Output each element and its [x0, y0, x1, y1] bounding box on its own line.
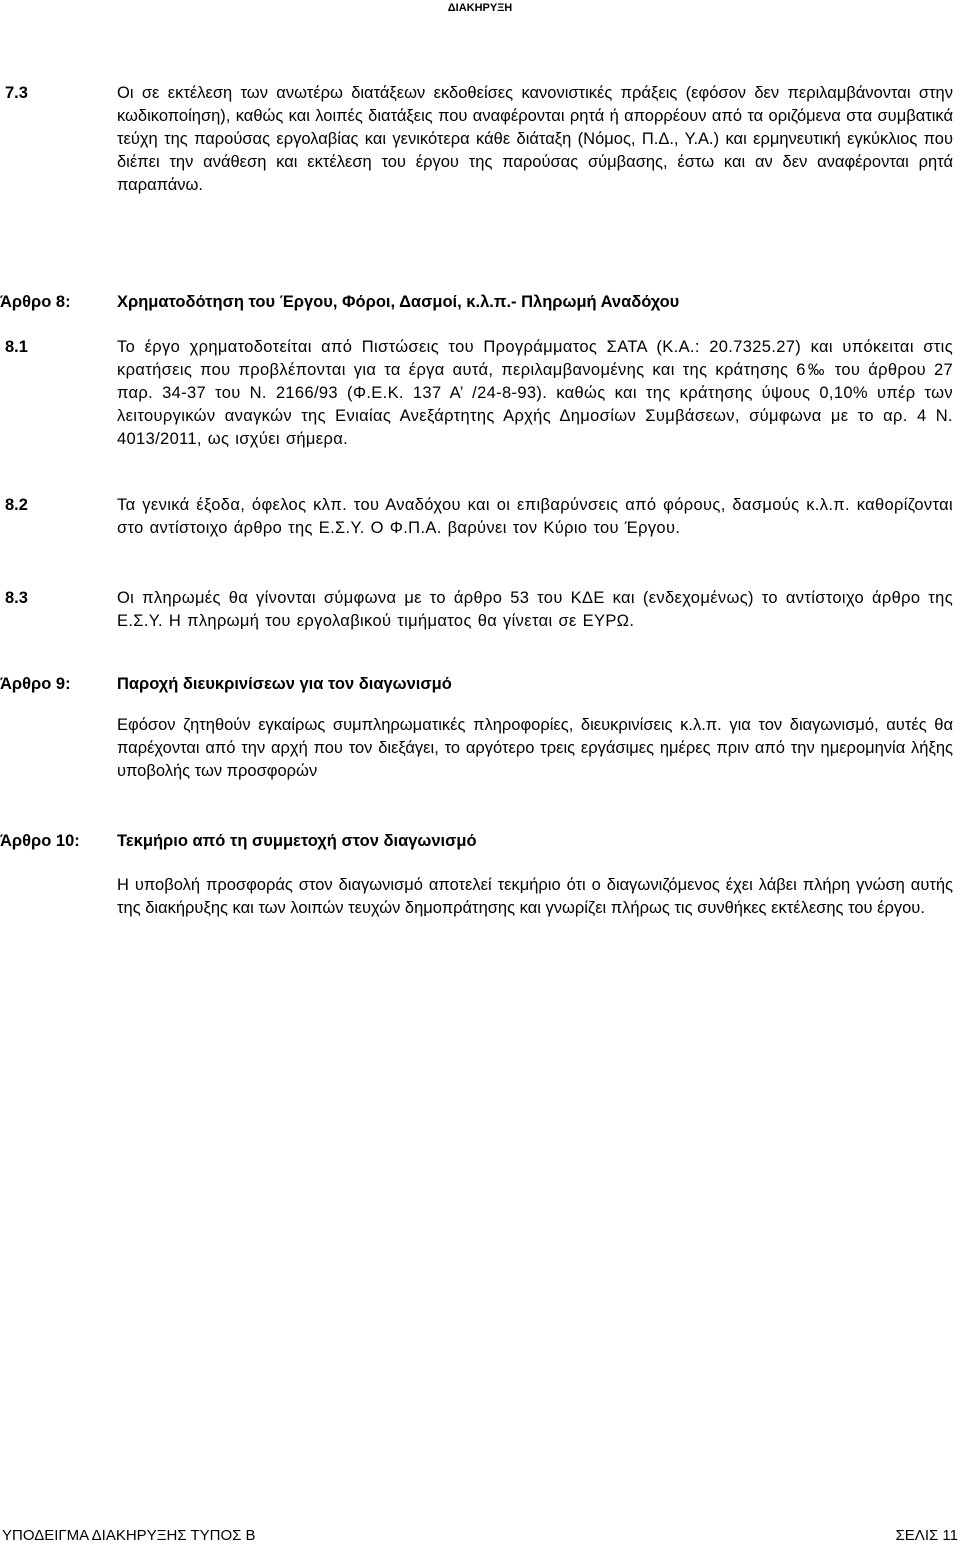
article-10-label: Άρθρο 10: — [0, 832, 80, 850]
section-number: 8.2 — [5, 496, 28, 514]
section-number: 8.3 — [5, 589, 28, 607]
article-8-label: Άρθρο 8: — [0, 293, 71, 311]
footer-document-title: ΥΠΟΔΕΙΓΜΑ ΔΙΑΚΗΡΥΞΗΣ ΤΥΠΟΣ Β — [2, 1527, 256, 1544]
section-number: 7.3 — [5, 84, 28, 102]
section-text: Το έργο χρηματοδοτείται από Πιστώσεις του Προγράμματος ΣΑΤΑ (Κ.Α.: 20.7325.27) και υπόκειται στις κρατήσεις που προβλέπονται για τα έργα αυτά, περιλαμβανομένης και της κράτησης 6‰ του άρθρου 27 παρ. 34-37 του Ν. 2166/93 (Φ.Ε.Κ. 137 Α’ /24-8-93). καθώς και της κράτησης ύψους 0,10% υπέρ των λειτουργικών αναγκών της Ενιαίας Ανεξάρτητης Αρχής Δημοσίων Συμβάσεων, σύμφωνα με το αρ. 4 Ν. 4013/2011, ως ισχύει σήμερα. — [117, 338, 953, 448]
article-9-text: Εφόσον ζητηθούν εγκαίρως συμπληρωματικές πληροφορίες, διευκρινίσεις κ.λ.π. για τον διαγωνισμό, αυτές θα παρέχονται από την αρχή που τον διεξάγει, το αργότερο τρεις εργάσιμες ημέρες πριν από την ημερομηνία λήξης υποβολής των προσφορών — [117, 716, 953, 780]
article-10-text: Η υποβολή προσφοράς στον διαγωνισμό αποτελεί τεκμήριο ότι ο διαγωνιζόμενος έχει λάβει πλήρη γνώση αυτής της διακήρυξης και των λοιπών τευχών δημοπράτησης και γνωρίζει πλήρως τις συνθήκες εκτέλεσης του έργου. — [117, 876, 953, 917]
footer-page-number: ΣΕΛΙΣ 11 — [895, 1527, 958, 1544]
section-number: 8.1 — [5, 338, 28, 356]
article-9-label: Άρθρο 9: — [0, 675, 71, 693]
article-9-title: Παροχή διευκρινίσεων για τον διαγωνισμό — [117, 675, 452, 693]
article-10-title: Τεκμήριο από τη συμμετοχή στον διαγωνισμό — [117, 832, 477, 850]
section-text: Οι σε εκτέλεση των ανωτέρω διατάξεων εκδοθείσες κανονιστικές πράξεις (εφόσον δεν περιλαμβάνονται στην κωδικοποίηση), καθώς και λοιπές διατάξεις που αναφέρονται ρητά ή απορρέουν από τα οριζόμενα στα συμβατικά τεύχη της παρούσας εργολαβίας και γενικότερα κάθε διάταξη (Νόμος, Π.Δ., Υ.Α.) και ερμηνευτική εγκύκλιος που διέπει την ανάθεση και εκτέλεση του έργου της παρούσας σύμβασης, έστω και αν δεν αναφέρονται ρητά παραπάνω. — [117, 84, 953, 194]
section-text: Τα γενικά έξοδα, όφελος κλπ. του Αναδόχου και οι επιβαρύνσεις από φόρους, δασμούς κ.λ.π. καθορίζονται στο αντίστοιχο άρθρο της Ε.Σ.Υ. Ο Φ.Π.Α. βαρύνει τον Κύριο του Έργου. — [117, 496, 953, 537]
section-text: Οι πληρωμές θα γίνονται σύμφωνα με το άρθρο 53 του ΚΔΕ και (ενδεχομένως) το αντίστοιχο άρθρο της Ε.Σ.Υ. Η πληρωμή του εργολαβικού τιμήματος θα γίνεται σε ΕΥΡΩ. — [117, 589, 953, 630]
article-8-title: Χρηματοδότηση του Έργου, Φόροι, Δασμοί, κ.λ.π.- Πληρωμή Αναδόχου — [117, 293, 680, 311]
page-header: ΔΙΑΚΗΡΥΞΗ — [447, 2, 513, 14]
